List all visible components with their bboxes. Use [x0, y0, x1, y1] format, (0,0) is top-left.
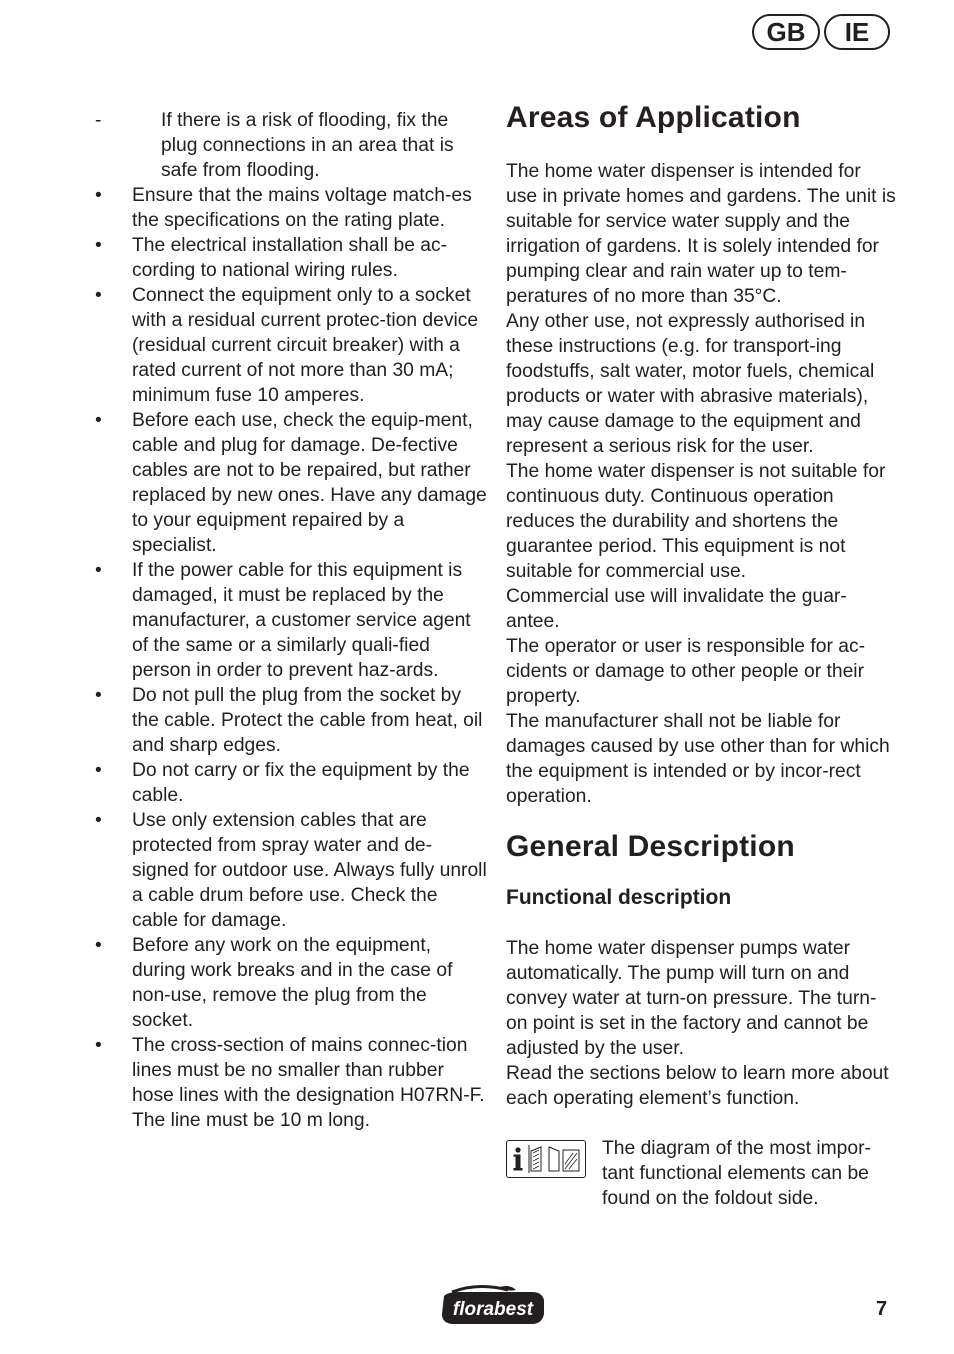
functional-description-subheading: Functional description [506, 886, 732, 909]
list-item: • Connect the equipment only to a socket with a residual current protec-tion device (residual current circuit breaker) with a rated current of not more than 30 mA; minimum fuse 10 amperes. [95, 285, 479, 406]
list-item: • Do not carry or fix the equipment by the cable. [95, 760, 470, 806]
safety-list [93, 108, 488, 1133]
paragraph: The home water dispenser is not suitable for continuous duty. Continuous operation reduces the durability and shortens the guarantee period. This equipment is not suitable for commercial use. [506, 461, 886, 582]
info-icon [507, 1141, 585, 1177]
paragraph: The manufacturer shall not be liable for damages caused by use other than for which the equipment is intended or by incor-rect operation. [506, 711, 890, 807]
list-item: • Do not pull the plug from the socket by the cable. Protect the cable from heat, oil and sharp edges. [95, 685, 483, 756]
paragraph: The home water dispenser is intended for use in private homes and gardens. The unit is suitable for service water supply and the irrigation of gardens. It is solely intended for pumping clear and rain water up to tem-peratures of no more than 35°C. [506, 161, 896, 307]
info-note [506, 1136, 896, 1211]
right-column [506, 100, 896, 1211]
areas-of-application-heading: Areas of Application [506, 101, 801, 134]
list-item: • Before each use, check the equip-ment, cable and plug for damage. De-fective cables are not to be repaired, but rather replaced by new ones. Have any damage to your equipment repaired by a specialist. [95, 410, 487, 556]
list-item: • The cross-section of mains connec-tion lines must be no smaller than rubber hose lines with the designation H07RN-F. The line must be 10 m long. [95, 1035, 485, 1131]
paragraph: Commercial use will invalidate the guar-antee. [506, 586, 847, 632]
info-foldout-icon [506, 1140, 586, 1178]
paragraph: Read the sections below to learn more about each operating element’s function. [506, 1063, 889, 1109]
paragraph: Any other use, not expressly authorised in these instructions (e.g. for transport-ing foodstuffs, salt water, motor fuels, chemical products or water with abrasive materials), may cause damage to the equipment and represent a serious risk for the user. [506, 311, 875, 457]
general-description-heading: General Description [506, 830, 795, 863]
lang-badge-gb: GB [752, 14, 820, 50]
page-number: 7 [876, 1298, 888, 1320]
list-item: - If there is a risk of flooding, fix the plug connections in an area that is safe from flooding. [95, 110, 454, 181]
paragraph: The home water dispenser pumps water automatically. The pump will turn on and convey water at turn-on pressure. The turn-on point is set in the factory and cannot be adjusted by the user. [506, 938, 877, 1059]
svg-text:florabest: florabest [452, 1299, 534, 1320]
florabest-logo [438, 1284, 548, 1326]
list-item: • The electrical installation shall be ac-cording to national wiring rules. [95, 235, 448, 281]
list-item: • If the power cable for this equipment is damaged, it must be replaced by the manufacturer, a customer service agent of the same or a similarly quali-fied person in order to prevent haz-ards. [95, 560, 471, 681]
list-item: • Before any work on the equipment, during work breaks and in the case of non-use, remove the plug from the socket. [95, 935, 453, 1031]
lang-badge-ie: IE [824, 14, 890, 50]
list-item: • Ensure that the mains voltage match-es the specifications on the rating plate. [95, 185, 472, 231]
paragraph: The operator or user is responsible for ac-cidents or damage to other people or their property. [506, 636, 866, 707]
info-note-text: The diagram of the most impor-tant functional elements can be found on the foldout side. [602, 1138, 871, 1209]
list-item: • Use only extension cables that are protected from spray water and de-signed for outdoor use. Always fully unroll a cable drum before use. Check the cable for damage. [95, 810, 487, 931]
